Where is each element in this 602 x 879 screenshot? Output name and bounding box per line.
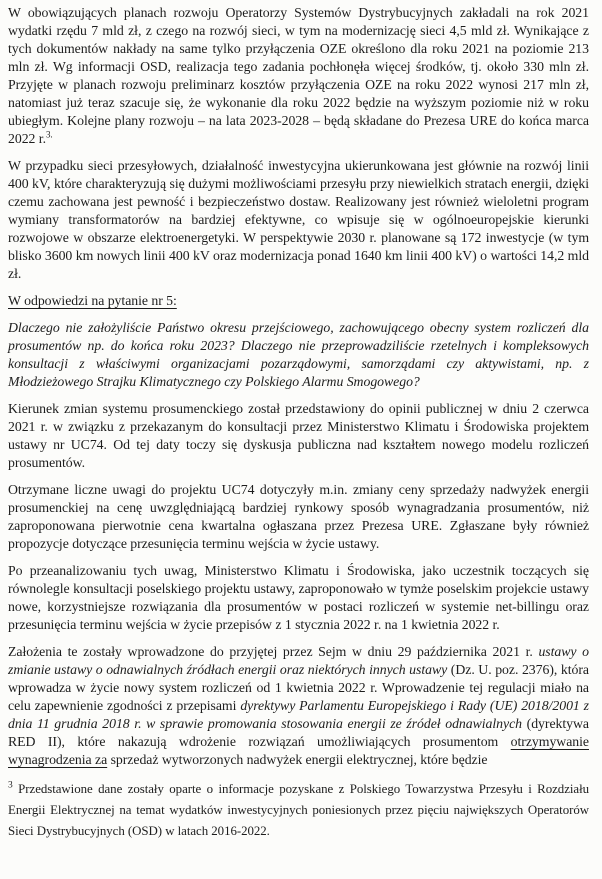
paragraph-sejm-act bbox=[8, 643, 589, 769]
underlined-phrase: otrzymywanie wynagrodzenia za bbox=[8, 734, 589, 767]
paragraph-distribution-investment-plans bbox=[8, 4, 589, 148]
footnote-marker: 3 bbox=[8, 780, 13, 791]
footnote-text: Przedstawione dane zostały oparte o informacje pozyskane z Polskiego Towarzystwa Przesyłu i Rozdziału Energii Elektrycznej na temat wydatków inwestycyjnych poniesionych przez pięciu największych Operatorów Sieci Dystrybucyjnych (OSD) w latach 2016-2022. bbox=[8, 782, 589, 838]
paragraph-run: (dyrektywa RED II), które nakazują wdrożenie rozwiązań umożliwiających prosumentom bbox=[8, 716, 589, 749]
footnote-reference-3: 3. bbox=[45, 129, 53, 140]
paragraph-ministry-proposal: Po przeanalizowaniu tych uwag, Ministerstwo Klimatu i Środowiska, jako uczestnik toczących się równolegle konsultacji poselskiego projektu ustawy, zaproponowało w tymże poselskim projekcie ustawy nowe, korzystniejsze rozwiązania dla prosumentów w postaci rozliczeń w systemie net-billingu oraz przesunięcia terminu wejścia w życie przepisów z 1 stycznia 2022 r. na 1 kwietnia 2022 r. bbox=[8, 563, 589, 632]
act-title-italic: ustawy o zmianie ustawy o odnawialnych źródłach energii oraz niektórych innych ustawy bbox=[8, 644, 589, 677]
paragraph-run: sprzedaż wytworzonych nadwyżek energii elektrycznej, które będzie bbox=[107, 752, 488, 767]
paragraph-text: W obowiązujących planach rozwoju Operatorzy Systemów Dystrybucyjnych zakładali na rok 2021 wydatki rzędu 7 mld zł, z czego na rozwój sieci, w tym na modernizację sieci 4,5 mld zł. Wynikające z tych dokumentów nakłady na same tylko przyłączenia OZE określono dla roku 2021 na poziomie 213 mln zł. Wg informacji OSD, realizacja tego zadania pochłonęła więcej środków, tj. około 330 mln zł. Przyjęte w planach rozwoju preliminarz kosztów przyłączenia OZE na roku 2022 wynosi 217 mln zł, natomiast już teraz szacuje się, że wykonanie dla roku 2022 będzie na wyższym poziomie niż w roku ubiegłym. Kolejne plany rozwoju – na lata 2023-2028 – będą składane do Prezesa URE do końca marca 2022 r. bbox=[8, 5, 589, 146]
footnote-3 bbox=[8, 779, 589, 842]
quoted-question-paragraph: Dlaczego nie założyliście Państwo okresu przejściowego, zachowującego obecny system rozliczeń dla prosumentów np. do końca roku 2023? Dlaczego nie przeprowadziliście rzetelnych i kompleksowych konsultacji z właściwymi organizacjami pozarządowymi, samorządami czy aktywistami, np. z Młodzieżowego Strajku Klimatycznego czy Polskiego Alarmu Smogowego? bbox=[8, 320, 589, 389]
paragraph-run: Założenia te zostały wprowadzone do przyjętej przez Sejm w dniu 29 października 2021 r. bbox=[8, 644, 539, 659]
paragraph-prosumer-system-direction: Kierunek zmian systemu prosumenckiego został przedstawiony do opinii publicznej w dniu 2 czerwca 2021 r. w związku z przekazanym do konsultacji przez Ministerstwo Klimatu i Środowiska projektem ustawy nr UC74. Od tej daty toczy się dyskusja publiczna nad kształtem nowego modelu rozliczeń prosumentów. bbox=[8, 401, 589, 470]
directive-title-italic: dyrektywy Parlamentu Europejskiego i Rady (UE) 2018/2001 z dnia 11 grudnia 2018 r. w sprawie promowania stosowania energii ze źródeł odnawialnych bbox=[8, 698, 590, 731]
section-heading-answer-question-5: W odpowiedzi na pytanie nr 5: bbox=[8, 293, 177, 308]
paragraph-transmission-networks: W przypadku sieci przesyłowych, działalność inwestycyjna ukierunkowana jest głównie na rozwój linii 400 kV, które charakteryzują się dużymi możliwościami przesyłu przy niewielkich stratach energii, dzięki czemu zachowana jest pewność i bezpieczeństwo dostaw. Realizowany jest również wieloletni program wymiany transformatorów na bardziej efektywne, co wpisuje się w ogólnoeuropejskie kierunki rozwojowe w obszarze elektroenergetyki. W perspektywie 2030 r. planowane są 172 inwestycje (w tym blisko 3600 km nowych linii 400 kV oraz modernizacja ponad 1640 km linii 400 kV) o wartości 14,2 mld zł. bbox=[8, 158, 589, 281]
paragraph-uc74-comments: Otrzymane liczne uwagi do projektu UC74 dotyczyły m.in. zmiany ceny sprzedaży nadwyżek energii prosumenckiej na cenę uwzględniającą bardziej rynkowy sposób wynagradzania prosumentów, niż zaproponowana pierwotnie cena kwartalna ogłaszana przez Prezesa URE. Zgłaszane były również propozycje dotyczące przesunięcia terminu wejścia w życie ustawy. bbox=[8, 482, 589, 551]
paragraph-run: (Dz. U. poz. 2376), która wprowadza w życie nowy system rozliczeń od 1 kwietnia 2022 r. Wprowadzenie tej regulacji miało na celu zapewnienie zgodności z przepisami bbox=[8, 662, 589, 713]
